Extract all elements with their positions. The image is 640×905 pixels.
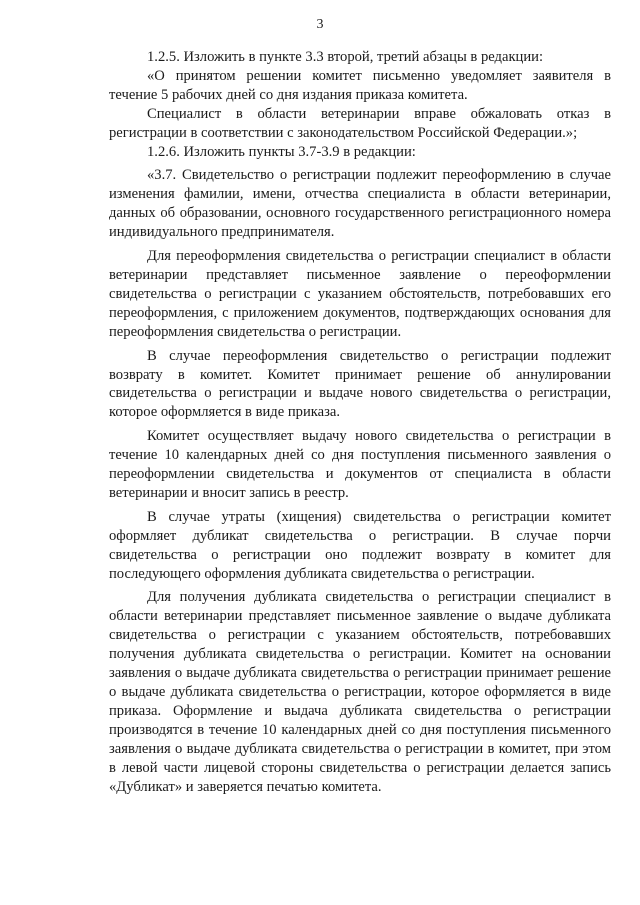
document-body <box>109 48 611 796</box>
paragraph-reissue-application: Для переоформления свидетельства о регистрации специалист в области ветеринарии представляет письменное заявление о переоформлении свидетельства о регистрации с указанием обстоятельств, потребовавших его переоформления, с приложением документов, подтверждающих основания для переоформления свидетельства о регистрации. <box>109 248 611 340</box>
paragraph-loss-duplicate: В случае утраты (хищения) свидетельства о регистрации комитет оформляет дубликат свидетельства о регистрации. В случае порчи свидетельства о регистрации оно подлежит возврату в комитет для последующего оформления дубликата свидетельства о регистрации. <box>109 508 611 582</box>
paragraph-appeal: Специалист в области ветеринарии вправе обжаловать отказ в регистрации в соответствии с законодательством Российской Федерации.»; <box>109 105 611 141</box>
paragraph-1-2-5: 1.2.5. Изложить в пункте 3.3 второй, третий абзацы в редакции: <box>147 49 544 65</box>
paragraph-1-2-6: 1.2.6. Изложить пункты 3.7-3.9 в редакции: <box>147 143 416 160</box>
paragraph-notification: «О принятом решении комитет письменно уведомляет заявителя в течение 5 рабочих дней со дня издания приказа комитета. <box>109 67 611 103</box>
page-number: 3 <box>316 17 324 32</box>
paragraph-duplicate-procedure: Для получения дубликата свидетельства о регистрации специалист в области ветеринарии представляет письменное заявление о выдаче дубликата свидетельства о регистрации с указанием обстоятельств, потребовавших получения дубликата свидетельства о регистрации. Комитет на основании заявления о выдаче дубликата свидетельства о регистрации принимает решение о выдаче дубликата свидетельства о регистрации, которое оформляется в виде приказа. Оформление и выдача дубликата свидетельства о регистрации производятся в течение 10 календарных дней со дня поступления письменного заявления о выдаче дубликата свидетельства о регистрации в комитет, при этом в левой части лицевой стороны свидетельства о регистрации делается запись «Дубликат» и заверяется печатью комитета. <box>109 589 611 795</box>
paragraph-reissue-term: Комитет осуществляет выдачу нового свидетельства о регистрации в течение 10 календарных дней со дня поступления письменного заявления о переоформлении свидетельства и документов от специалиста в области ветеринарии и вносит запись в реестр. <box>109 428 611 501</box>
paragraph-reissue-return: В случае переоформления свидетельство о регистрации подлежит возврату в комитет. Комитет принимает решение об аннулировании свидетельства о регистрации и выдаче нового свидетельства о регистрации, которое оформляется в виде приказа. <box>109 347 611 421</box>
paragraph-3-7: «3.7. Свидетельство о регистрации подлежит переоформлению в случае изменения фамилии, имени, отчества специалиста в области ветеринарии, данных об образовании, основного государственного регистрационного номера индивидуального предпринимателя. <box>109 167 611 241</box>
